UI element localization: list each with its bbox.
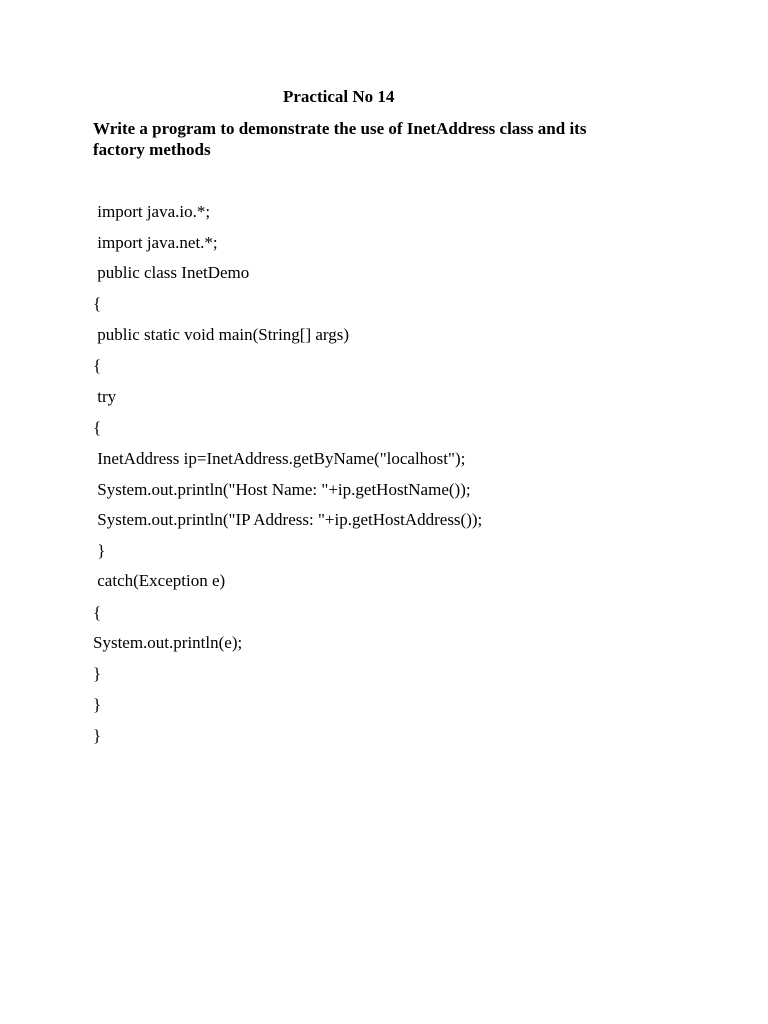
code-line: catch(Exception e) — [93, 571, 226, 590]
code-line: InetAddress ip=InetAddress.getByName("localhost"); — [93, 449, 466, 468]
code-line: { — [93, 418, 102, 437]
code-line: } — [93, 726, 102, 745]
code-line: } — [93, 664, 102, 683]
code-line: public class InetDemo — [93, 263, 250, 282]
task-line-2: factory methods — [93, 140, 211, 159]
code-line: System.out.println(e); — [93, 633, 243, 652]
code-line: { — [93, 603, 102, 622]
code-line: try — [93, 387, 117, 406]
code-line: } — [93, 695, 102, 714]
task-description — [93, 118, 653, 160]
task-line-1: Write a program to demonstrate the use of InetAddress class and its — [93, 119, 587, 138]
page-title: Practical No 14 — [283, 87, 395, 106]
code-line: System.out.println("Host Name: "+ip.getHostName()); — [93, 480, 471, 499]
code-line: import java.io.*; — [93, 202, 211, 221]
code-line: import java.net.*; — [93, 233, 218, 252]
code-line: { — [93, 356, 102, 375]
code-line: System.out.println("IP Address: "+ip.getHostAddress()); — [93, 510, 483, 529]
code-line: public static void main(String[] args) — [93, 325, 350, 344]
code-line: { — [93, 294, 102, 313]
code-line: } — [93, 541, 106, 560]
